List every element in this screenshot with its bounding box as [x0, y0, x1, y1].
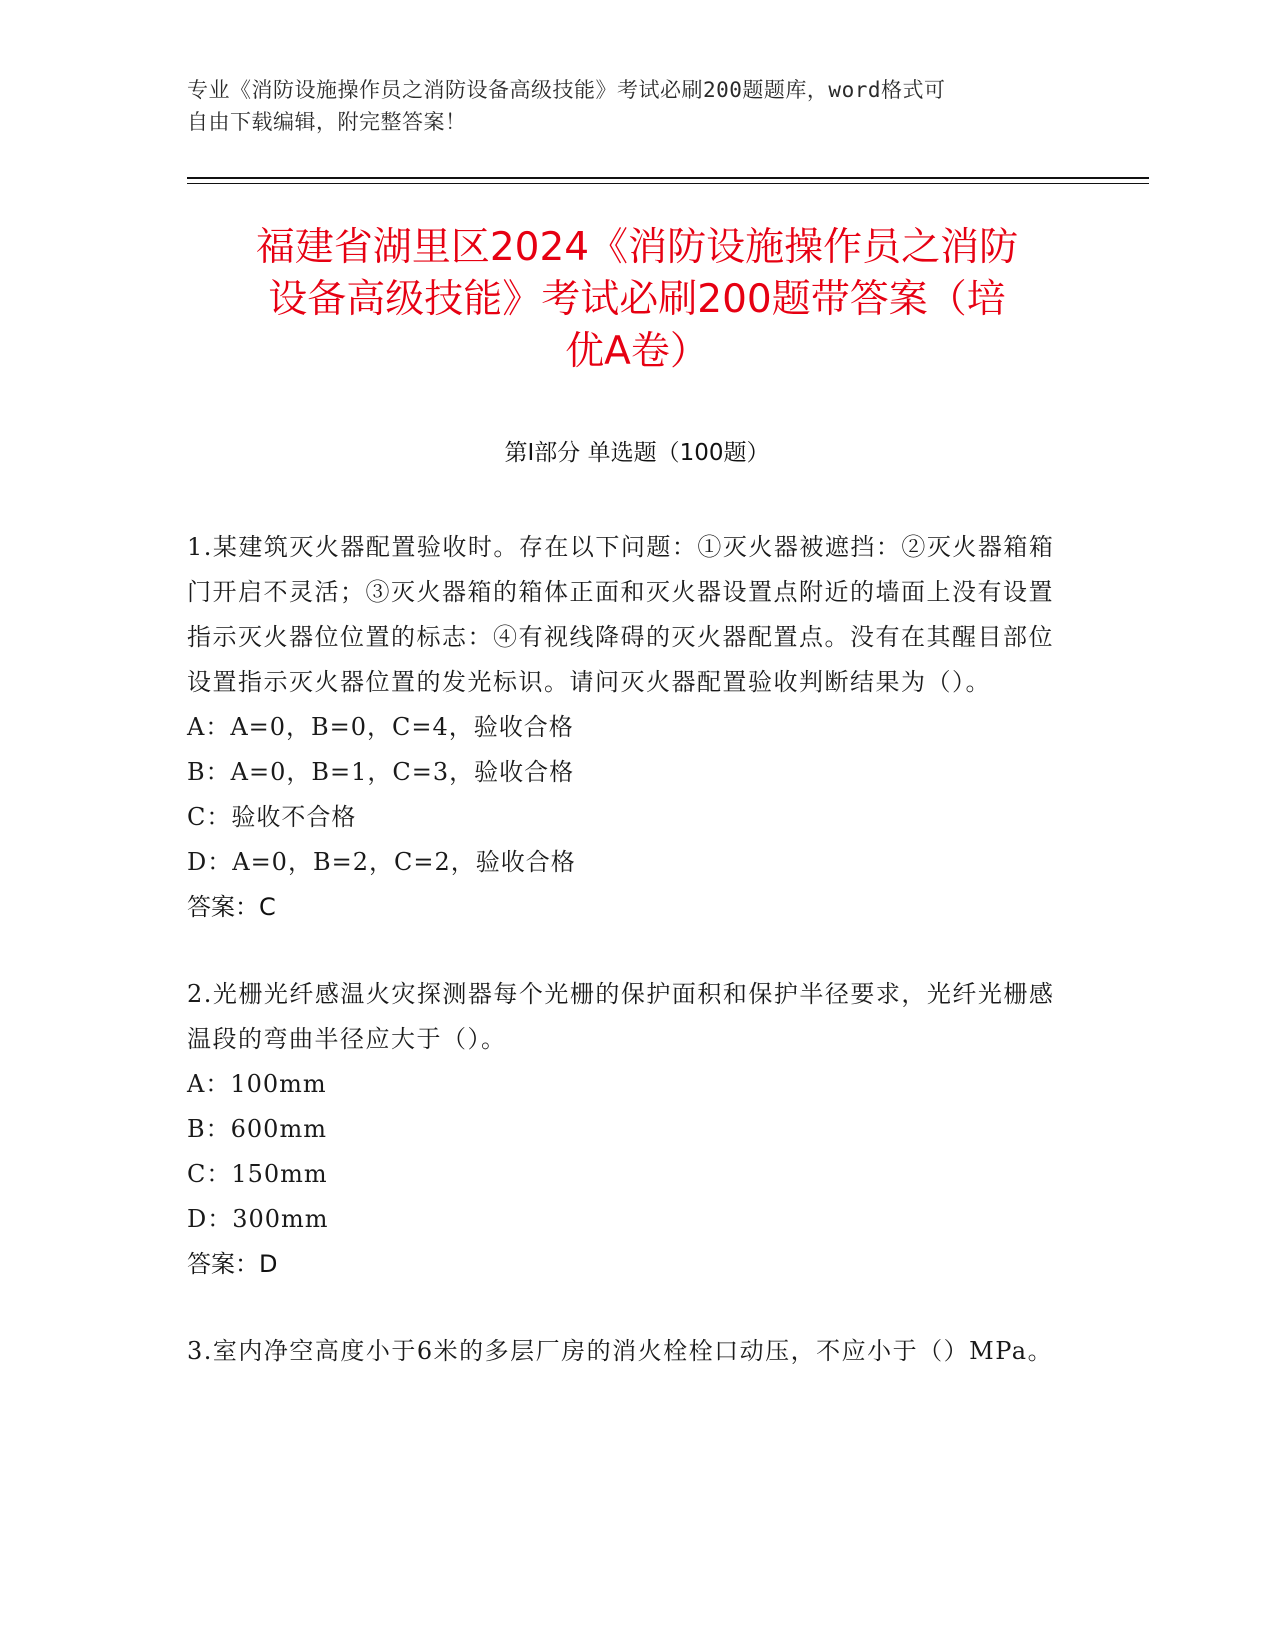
- option-a: A：A=0，B=0，C=4，验收合格: [187, 713, 574, 741]
- question-list: [187, 525, 1067, 1416]
- question-stem: 1.某建筑灭火器配置验收时。存在以下问题：①灭火器被遮挡：②灭火器箱箱门开启不灵活；③灭火器箱的箱体正面和灭火器设置点附近的墙面上没有设置指示灭火器位位置的标志：④有视线降碍的灭火器配置点。没有在其醒目部位设置指示灭火器位置的发光标识。请问灭火器配置验收判断结果为（）。: [187, 533, 1055, 696]
- option-d: D：300mm: [187, 1205, 329, 1233]
- option-c: C：150mm: [187, 1160, 328, 1188]
- question-item: [187, 972, 1067, 1287]
- document-title-line: 优A卷）: [565, 329, 709, 374]
- document-title-line: 福建省湖里区2024《消防设施操作员之消防: [255, 225, 1019, 270]
- header-note: [187, 74, 1067, 138]
- answer-text: 答案：D: [187, 1250, 278, 1278]
- section-title: 第I部分 单选题（100题）: [504, 440, 770, 466]
- option-c: C：验收不合格: [187, 803, 357, 831]
- option-b: B：A=0，B=1，C=3，验收合格: [187, 758, 575, 786]
- answer-text: 答案：C: [187, 893, 276, 921]
- question-stem: 3.室内净空高度小于6米的多层厂房的消火栓栓口动压，不应小于（）MPa。: [187, 1337, 1054, 1365]
- question-item: [187, 525, 1067, 930]
- header-note-line: 专业《消防设施操作员之消防设备高级技能》考试必刷200题题库，word格式可: [187, 78, 946, 102]
- header-note-line: 自由下载编辑，附完整答案！: [187, 110, 467, 134]
- option-a: A：100mm: [187, 1070, 327, 1098]
- document-title: [187, 222, 1087, 378]
- question-stem: 2.光栅光纤感温火灾探测器每个光栅的保护面积和保护半径要求，光纤光栅感温段的弯曲半径应大于（）。: [187, 980, 1055, 1053]
- option-b: B：600mm: [187, 1115, 327, 1143]
- header-divider: [187, 177, 1149, 179]
- header-divider-thin: [187, 183, 1149, 184]
- document-title-line: 设备高级技能》考试必刷200题带答案（培: [268, 277, 1006, 322]
- question-item: [187, 1329, 1067, 1374]
- option-d: D：A=0，B=2，C=2，验收合格: [187, 848, 576, 876]
